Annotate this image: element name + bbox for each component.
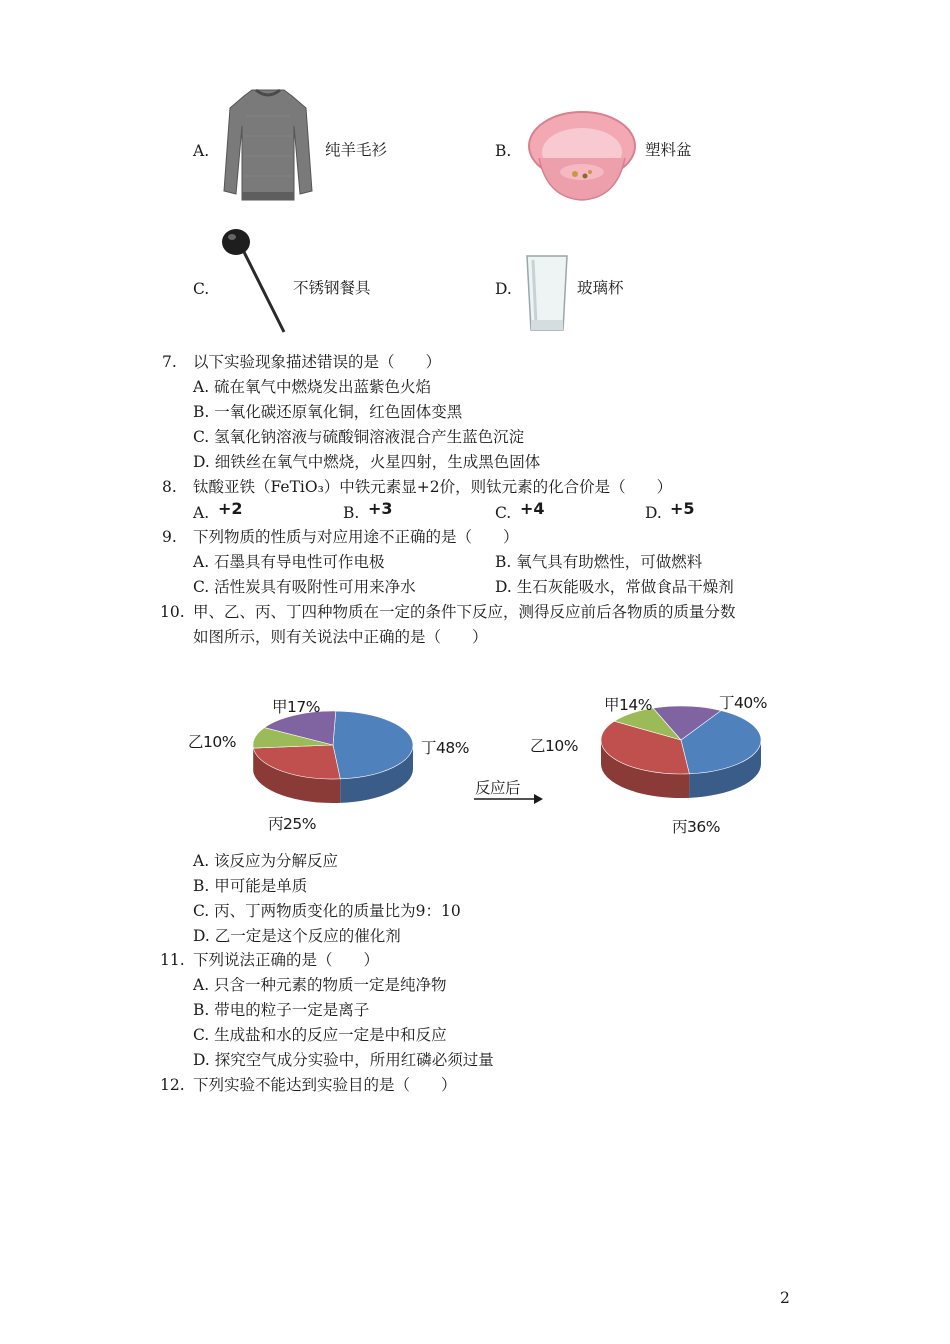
- q6-option-d-letter: D.: [495, 280, 512, 298]
- q6-option-c-label: 不锈钢餐具: [293, 279, 371, 297]
- q11-option-a: A. 只含一种元素的物质一定是纯净物: [193, 976, 447, 994]
- q6-option-b-letter: B.: [495, 142, 512, 160]
- q6-option-b-label: 塑料盆: [645, 141, 692, 159]
- q11-option-b: B. 带电的粒子一定是离子: [193, 1001, 370, 1019]
- q8-option-d-value: +5: [670, 499, 695, 518]
- q11-stem: 下列说法正确的是（ ）: [193, 951, 380, 969]
- reaction-arrow-label: 反应后: [475, 779, 521, 797]
- q9-number: 9.: [162, 528, 177, 546]
- q8-number: 8.: [162, 478, 177, 496]
- q12-number: 12.: [160, 1076, 185, 1094]
- q7-option-b: B. 一氧化碳还原氧化铜，红色固体变黑: [193, 403, 463, 421]
- q9-option-d: D. 生石灰能吸水，常做食品干燥剂: [495, 578, 734, 596]
- q9-option-a: A. 石墨具有导电性可作电极: [193, 553, 385, 571]
- pie-chart-before: [250, 705, 420, 815]
- steel-ladle-icon: [218, 226, 290, 336]
- q11-option-d: D. 探究空气成分实验中，所用红磷必须过量: [193, 1051, 494, 1069]
- pie-chart-after: [598, 700, 768, 812]
- q11-number: 11.: [160, 951, 185, 969]
- reaction-arrow-icon: [474, 793, 544, 805]
- q8-option-c-value: +4: [520, 499, 545, 518]
- q10-stem-line2: 如图所示，则有关说法中正确的是（ ）: [193, 628, 488, 646]
- q10-option-a: A. 该反应为分解反应: [193, 852, 339, 870]
- q6-option-d-label: 玻璃杯: [577, 279, 624, 297]
- q11-option-c: C. 生成盐和水的反应一定是中和反应: [193, 1026, 447, 1044]
- glass-cup-icon: [524, 254, 570, 334]
- pie-after-label-bing: 丙36%: [672, 818, 720, 836]
- q8-option-d-letter: D.: [645, 504, 662, 522]
- pie-before-label-ding: 丁48%: [421, 739, 469, 757]
- q6-option-c-letter: C.: [193, 280, 210, 298]
- q10-stem-line1: 甲、乙、丙、丁四种物质在一定的条件下反应，测得反应前后各物质的质量分数: [193, 603, 736, 621]
- q8-option-c-letter: C.: [495, 504, 512, 522]
- q10-option-b: B. 甲可能是单质: [193, 877, 308, 895]
- q10-option-c: C. 丙、丁两物质变化的质量比为9：10: [193, 902, 461, 920]
- q7-option-d: D. 细铁丝在氧气中燃烧，火星四射，生成黑色固体: [193, 453, 541, 471]
- page-number: 2: [780, 1289, 790, 1307]
- q10-option-d: D. 乙一定是这个反应的催化剂: [193, 927, 401, 945]
- q6-option-a-label: 纯羊毛衫: [325, 141, 388, 159]
- pie-after-label-jia: 甲14%: [604, 696, 652, 714]
- pie-before-label-bing: 丙25%: [268, 815, 316, 833]
- q8-stem: 钛酸亚铁（FeTiO₃）中铁元素显+2价，则钛元素的化合价是（ ）: [193, 478, 673, 496]
- q9-option-b: B. 氧气具有助燃性，可做燃料: [495, 553, 703, 571]
- q8-option-a-value: +2: [218, 499, 243, 518]
- pie-after-label-ding: 丁40%: [719, 694, 767, 712]
- q12-stem: 下列实验不能达到实验目的是（ ）: [193, 1076, 457, 1094]
- q7-number: 7.: [162, 353, 177, 371]
- plastic-basin-icon: [527, 108, 637, 204]
- q8-option-b-letter: B.: [343, 504, 360, 522]
- q10-number: 10.: [160, 603, 185, 621]
- pie-before-label-yi: 乙10%: [188, 733, 236, 751]
- q8-option-b-value: +3: [368, 499, 393, 518]
- q9-stem: 下列物质的性质与对应用途不正确的是（ ）: [193, 528, 519, 546]
- q6-option-a-letter: A.: [193, 142, 210, 160]
- pie-before-label-jia: 甲17%: [272, 698, 320, 716]
- q7-option-a: A. 硫在氧气中燃烧发出蓝紫色火焰: [193, 378, 432, 396]
- q8-option-a-letter: A.: [193, 504, 210, 522]
- pie-after-label-yi: 乙10%: [530, 737, 578, 755]
- q7-stem: 以下实验现象描述错误的是（ ）: [193, 353, 442, 371]
- sweater-icon: [222, 86, 314, 204]
- q9-option-c: C. 活性炭具有吸附性可用来净水: [193, 578, 416, 596]
- q7-option-c: C. 氢氧化钠溶液与硫酸铜溶液混合产生蓝色沉淀: [193, 428, 525, 446]
